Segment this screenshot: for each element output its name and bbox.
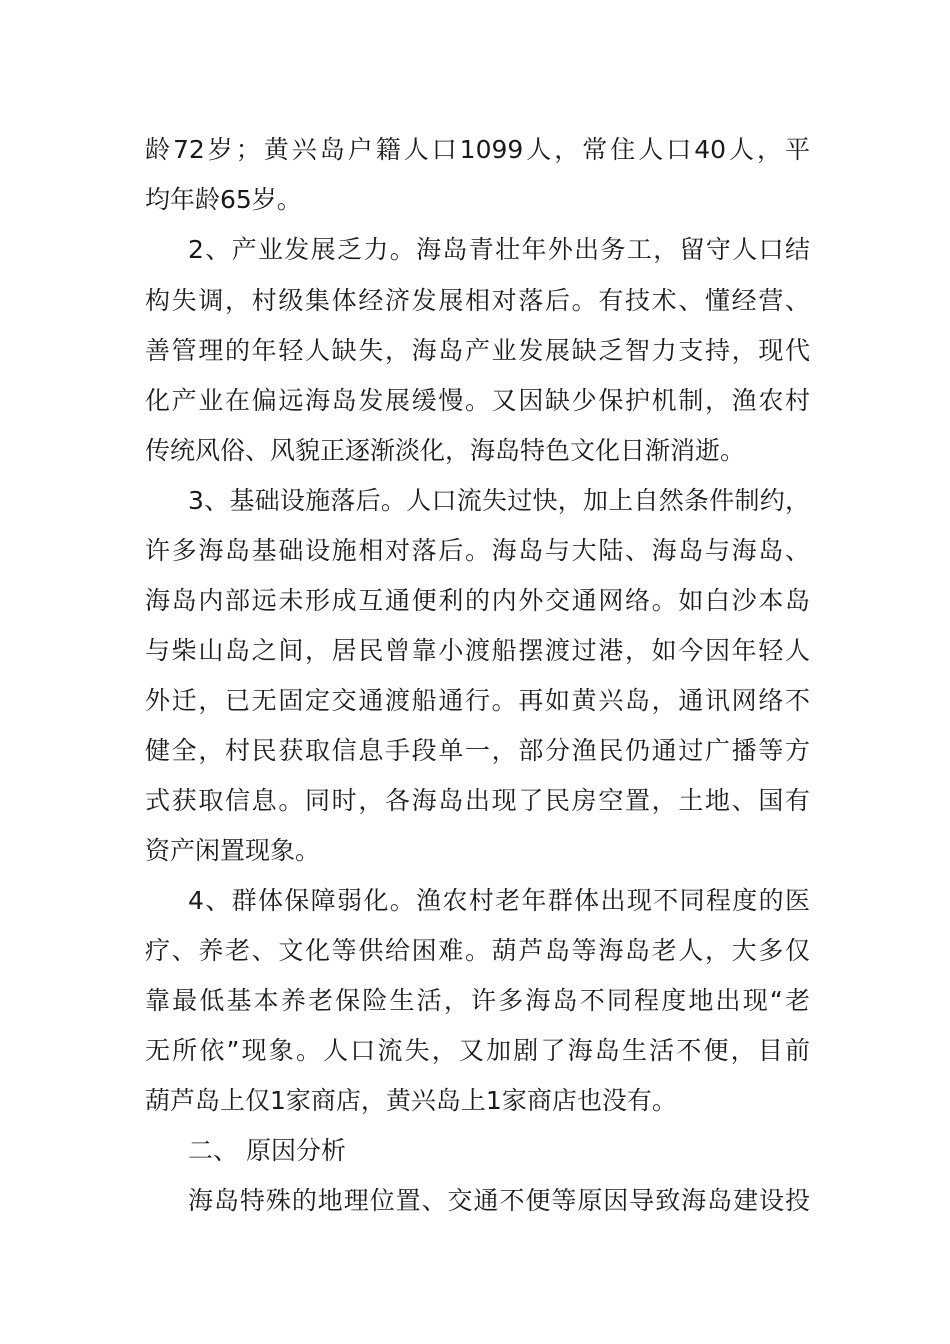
paragraph-3-line-6: 健全，村民获取信息手段单一，部分渔民仍通过广播等方 [145,736,810,765]
paragraph-3-line-4: 与柴山岛之间，居民曾靠小渡船摆渡过港，如今因年轻人 [145,636,810,665]
paragraph-3-line-1: 3、基础设施落后。人口流失过快，加上自然条件制约， [188,486,810,515]
text-line-1: 龄72岁；黄兴岛户籍人口1099人，常住人口40人，平 [145,135,810,164]
paragraph-2-line-4: 化产业在偏远海岛发展缓慢。又因缺少保护机制，渔农村 [145,386,810,415]
paragraph-4-line-5: 葫芦岛上仅1家商店，黄兴岛上1家商店也没有。 [145,1086,677,1115]
paragraph-2-line-2: 构失调，村级集体经济发展相对落后。有技术、懂经营、 [145,286,810,315]
paragraph-3-line-8: 资产闲置现象。 [145,836,321,865]
paragraph-3-line-7: 式获取信息。同时，各海岛出现了民房空置，土地、国有 [145,786,810,815]
paragraph-3-line-3: 海岛内部远未形成互通便利的内外交通网络。如白沙本岛 [145,586,810,615]
paragraph-4-line-4: 无所依”现象。人口流失，又加剧了海岛生活不便，目前 [145,1036,810,1065]
paragraph-2-line-3: 善管理的年轻人缺失，海岛产业发展缺乏智力支持，现代 [145,336,810,365]
paragraph-4-line-3: 靠最低基本养老保险生活，许多海岛不同程度地出现“老 [145,986,810,1015]
paragraph-3-line-5: 外迁，已无固定交通渡船通行。再如黄兴岛，通讯网络不 [145,686,810,715]
paragraph-2-line-5: 传统风俗、风貌正逐渐淡化，海岛特色文化日渐消逝。 [145,436,746,465]
section-heading: 二、 原因分析 [188,1136,346,1165]
text-line-2: 均年龄65岁。 [145,185,302,214]
paragraph-3-line-2: 许多海岛基础设施相对落后。海岛与大陆、海岛与海岛、 [145,536,810,565]
paragraph-4-line-1: 4、群体保障弱化。渔农村老年群体出现不同程度的医 [188,886,810,915]
paragraph-5-line-1: 海岛特殊的地理位置、交通不便等原因导致海岛建设投 [188,1186,810,1215]
paragraph-2-line-1: 2、产业发展乏力。海岛青壮年外出务工，留守人口结 [188,235,810,264]
paragraph-4-line-2: 疗、养老、文化等供给困难。葫芦岛等海岛老人，大多仅 [145,936,810,965]
